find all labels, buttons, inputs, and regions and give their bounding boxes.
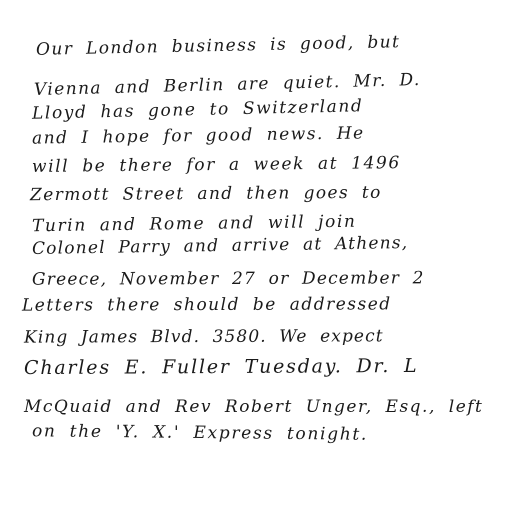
note-line-6: Zermott Street and then goes to — [29, 182, 382, 206]
note-line-1: Our London business is good, but — [35, 32, 401, 60]
note-line-13: McQuaid and Rev Robert Unger, Esq., left — [24, 397, 484, 417]
note-line-10: Letters there should be addressed — [21, 294, 392, 316]
note-line-8: Colonel Parry and arrive at Athens, — [31, 233, 409, 259]
note-line-3: Lloyd has gone to Switzerland — [31, 96, 364, 124]
note-line-7: Turin and Rome and will join — [31, 211, 357, 237]
note-line-11: King James Blvd. 3580. We expect — [23, 326, 384, 348]
note-line-2: Vienna and Berlin are quiet. Mr. D. — [33, 69, 421, 101]
note-line-12: Charles E. Fuller Tuesday. Dr. L — [23, 354, 419, 380]
note-line-9: Greece, November 27 or December 2 — [31, 268, 425, 290]
note-line-14: on the 'Y. X.' Express tonight. — [31, 421, 369, 445]
note-line-5: will be there for a week at 1496 — [31, 153, 401, 177]
note-line-4: and I hope for good news. He — [31, 123, 365, 149]
